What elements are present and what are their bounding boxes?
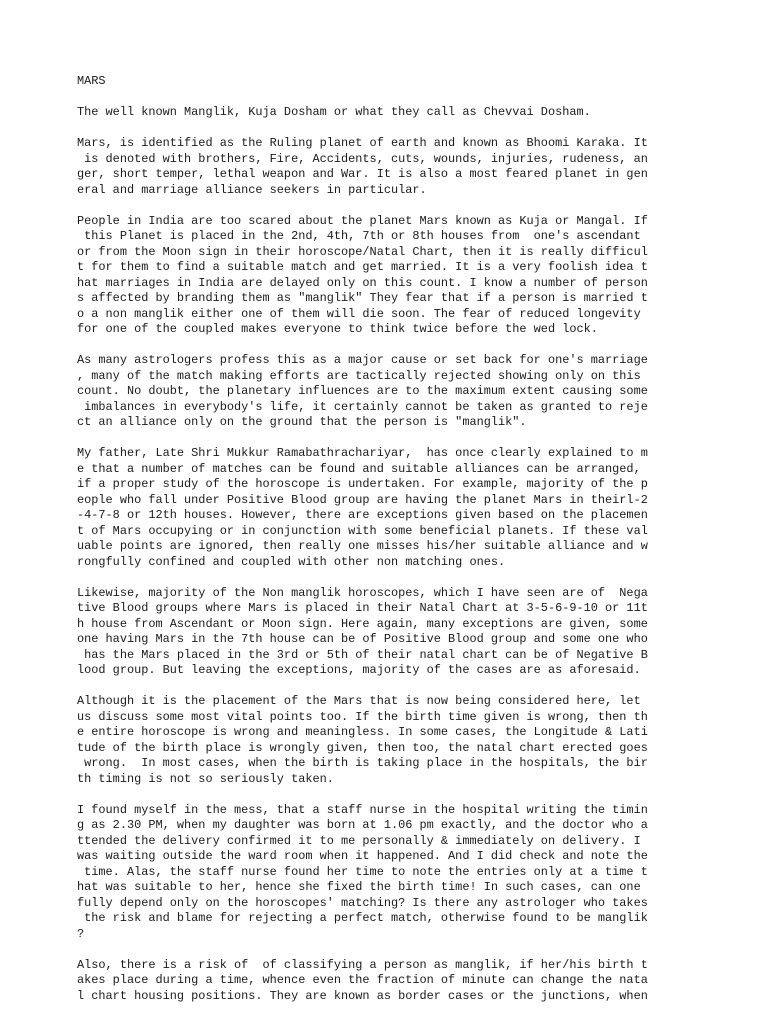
text-line: ct an alliance only on the ground that the person is "manglik". [77,415,527,429]
text-line: As many astrologers profess this as a major cause or set back for one's marriage [77,353,648,367]
paragraph [77,105,757,121]
paragraph [77,214,757,338]
text-line: tive Blood groups where Mars is placed in their Natal Chart at 3-5-6-9-10 or 11t [77,601,648,615]
text-line: rongfully confined and coupled with other non matching ones. [77,554,506,569]
paragraph [77,803,757,943]
text-line: this Planet is placed in the 2nd, 4th, 7th or 8th houses from one's ascendant [77,229,641,243]
text-line: wrong. In most cases, when the birth is taking place in the hospitals, the bir [77,756,648,770]
text-line: t for them to find a suitable match and get married. It is a very foolish idea t [77,260,648,274]
text-line: h house from Ascendant or Moon sign. Here again, many exceptions are given, some [77,616,648,631]
text-line: , many of the match making efforts are tactically rejected showing only on this [77,368,641,383]
text-line: uable points are ignored, then really one misses his/her suitable alliance and w [77,539,648,553]
paragraph [77,446,757,570]
document-body [77,105,757,1004]
text-line: -4-7-8 or 12th houses. However, there are exceptions given based on the placemen [77,508,648,522]
text-line: was waiting outside the ward room when it happened. And I did check and note the [77,849,648,863]
text-line: t of Mars occupying or in conjunction with some beneficial planets. If these val [77,523,648,538]
text-line: e entire horoscope is wrong and meaningless. In some cases, the Longitude & Lati [77,725,648,739]
text-line: The well known Manglik, Kuja Dosham or what they call as Chevvai Dosham. [77,105,591,119]
text-line: l chart housing positions. They are known as border cases or the junctions, when [77,988,648,1003]
text-line: I found myself in the mess, that a staff nurse in the hospital writing the timin [77,802,648,817]
text-line: ger, short temper, lethal weapon and War. It is also a most feared planet in gen [77,167,648,181]
text-line: My father, Late Shri Mukkur Ramabathrachariyar, has once clearly explained to m [77,446,648,460]
text-line: one having Mars in the 7th house can be of Positive Blood group and some one who [77,632,648,646]
text-line: has the Mars placed in the 3rd or 5th of their natal chart can be of Negative B [77,647,648,662]
text-line: if a proper study of the horoscope is undertaken. For example, majority of the p [77,477,648,491]
text-line: fully depend only on the horoscopes' matching? Is there any astrologer who takes [77,895,648,910]
text-line: e that a number of matches can be found and suitable alliances can be arranged, [77,461,641,476]
text-line: Mars, is identified as the Ruling planet of earth and known as Bhoomi Karaka. It [77,136,648,150]
document-title: MARS [77,74,106,88]
text-line: is denoted with brothers, Fire, Accidents, cuts, wounds, injuries, rudeness, an [77,151,648,166]
text-line: Also, there is a risk of of classifying a person as manglik, if her/his birth t [77,957,648,972]
text-line: imbalances in everybody's life, it certainly cannot be taken as granted to reje [77,399,648,414]
text-line: eral and marriage alliance seekers in particular. [77,182,427,197]
text-line: lood group. But leaving the exceptions, majority of the cases are as aforesaid. [77,663,641,677]
document-page [77,74,757,1020]
text-line: the risk and blame for rejecting a perfect match, otherwise found to be manglik [77,911,648,925]
text-line: hat marriages in India are delayed only on this count. I know a number of person [77,275,648,290]
text-line: tude of the birth place is wrongly given, then too, the natal chart erected goes [77,740,648,755]
text-line: time. Alas, the staff nurse found her time to note the entries only at a time t [77,864,648,879]
text-line: Likewise, majority of the Non manglik horoscopes, which I have seen are of Nega [77,585,648,600]
text-line: ttended the delivery confirmed it to me personally & immediately on delivery. I [77,833,641,848]
paragraph [77,586,757,679]
text-line: s affected by branding them as "manglik" They fear that if a person is married t [77,291,648,305]
paragraph [77,958,757,1005]
paragraph [77,136,757,198]
text-line: th timing is not so seriously taken. [77,771,334,786]
text-line: for one of the coupled makes everyone to think twice before the wed lock. [77,322,598,336]
text-line: or from the Moon sign in their horoscope/Natal Chart, then it is really difficul [77,244,648,259]
text-line: ? [77,926,85,941]
text-line: eople who fall under Positive Blood group are having the planet Mars in theirl-2 [77,492,648,507]
text-line: us discuss some most vital points too. If the birth time given is wrong, then th [77,709,648,724]
paragraph [77,353,757,431]
text-line: People in India are too scared about the planet Mars known as Kuja or Mangal. If [77,213,648,228]
text-line: hat was suitable to her, hence she fixed the birth time! In such cases, can one [77,880,641,894]
text-line: count. No doubt, the planetary influences are to the maximum extent causing some [77,384,648,398]
paragraph [77,694,757,787]
text-line: g as 2.30 PM, when my daughter was born at 1.06 pm exactly, and the doctor who a [77,818,648,832]
text-line: Although it is the placement of the Mars that is now being considered here, let [77,694,641,708]
text-line: o a non manglik either one of them will die soon. The fear of reduced longevity [77,306,641,321]
text-line: akes place during a time, whence even the fraction of minute can change the nata [77,973,648,987]
